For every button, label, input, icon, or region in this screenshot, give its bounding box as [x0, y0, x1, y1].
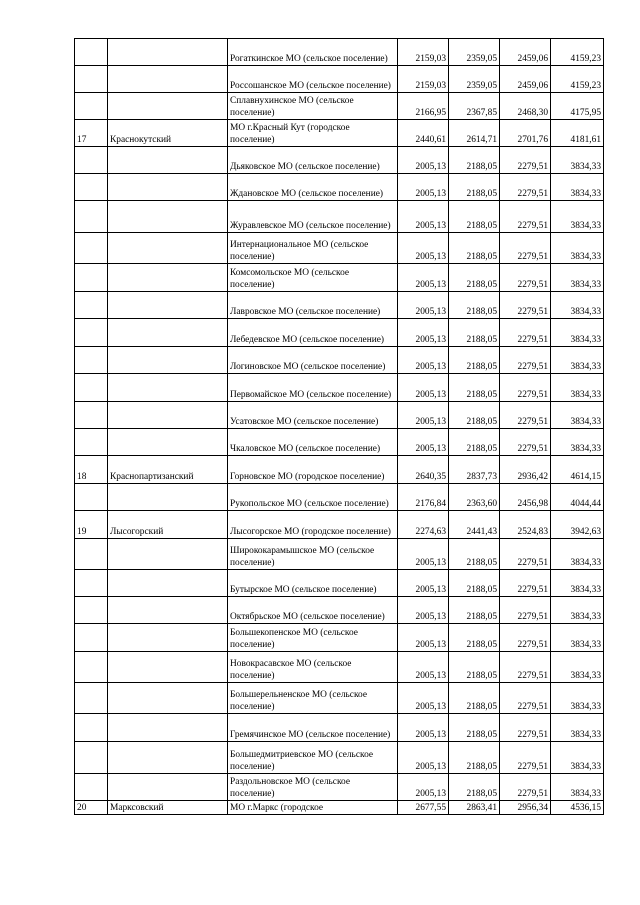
- municipality-name: Усатовское МО (сельское поселение): [228, 402, 398, 429]
- value-col-1: 2440,61: [398, 120, 449, 147]
- municipality-name: Раздольновское МО (сельское поселение): [228, 774, 398, 801]
- table-row: [75, 652, 604, 683]
- value-col-1: 2159,03: [398, 66, 449, 93]
- value-col-1: 2005,13: [398, 147, 449, 174]
- row-number: [75, 347, 108, 374]
- value-col-3: 2279,51: [500, 683, 551, 714]
- value-col-2: 2188,05: [449, 597, 500, 624]
- value-col-1: 2005,13: [398, 319, 449, 347]
- district-name: [108, 347, 228, 374]
- value-col-4: 3834,33: [551, 347, 604, 374]
- value-col-4: 3834,33: [551, 233, 604, 264]
- district-name: [108, 147, 228, 174]
- row-number: [75, 374, 108, 402]
- value-col-3: 2279,51: [500, 624, 551, 652]
- row-number: [75, 774, 108, 801]
- value-col-2: 2359,05: [449, 39, 500, 66]
- row-number: [75, 714, 108, 742]
- municipality-name: Лысогорское МО (городское поселение): [228, 511, 398, 539]
- table-row: [75, 233, 604, 264]
- row-number: [75, 484, 108, 511]
- district-name: [108, 402, 228, 429]
- value-col-3: 2279,51: [500, 539, 551, 570]
- value-col-4: 3834,33: [551, 683, 604, 714]
- value-col-3: 2524,83: [500, 511, 551, 539]
- value-col-3: 2279,51: [500, 319, 551, 347]
- value-col-4: 3834,33: [551, 742, 604, 774]
- district-name: [108, 774, 228, 801]
- table-row: [75, 539, 604, 570]
- district-name: [108, 66, 228, 93]
- district-name: Краснопартизанский: [108, 456, 228, 484]
- municipality-name: Новокрасавское МО (сельское поселение): [228, 652, 398, 683]
- value-col-4: 3834,33: [551, 374, 604, 402]
- value-col-1: 2005,13: [398, 652, 449, 683]
- value-col-2: 2363,60: [449, 484, 500, 511]
- value-col-3: 2456,98: [500, 484, 551, 511]
- value-col-1: 2005,13: [398, 742, 449, 774]
- row-number: [75, 93, 108, 120]
- district-name: [108, 597, 228, 624]
- value-col-2: 2188,05: [449, 233, 500, 264]
- district-name: [108, 429, 228, 456]
- row-number: [75, 39, 108, 66]
- value-col-4: 4175,95: [551, 93, 604, 120]
- value-col-4: 4614,15: [551, 456, 604, 484]
- value-col-2: 2188,05: [449, 539, 500, 570]
- municipality-name: Лебедевское МО (сельское поселение): [228, 319, 398, 347]
- value-col-4: 3834,33: [551, 570, 604, 597]
- value-col-3: 2279,51: [500, 429, 551, 456]
- row-number: [75, 402, 108, 429]
- row-number: [75, 652, 108, 683]
- municipality-name: Первомайское МО (сельское поселение): [228, 374, 398, 402]
- value-col-4: 3834,33: [551, 429, 604, 456]
- value-col-4: 3834,33: [551, 652, 604, 683]
- value-col-4: 3834,33: [551, 147, 604, 174]
- municipality-name: Бутырское МО (сельское поселение): [228, 570, 398, 597]
- value-col-4: 4181,61: [551, 120, 604, 147]
- table-row: [75, 511, 604, 539]
- value-col-4: 3834,33: [551, 174, 604, 201]
- table-row: [75, 174, 604, 201]
- value-col-3: 2279,51: [500, 374, 551, 402]
- value-col-3: 2936,42: [500, 456, 551, 484]
- value-col-2: 2188,05: [449, 147, 500, 174]
- value-col-2: 2837,73: [449, 456, 500, 484]
- value-col-1: 2005,13: [398, 233, 449, 264]
- table-row: [75, 774, 604, 801]
- value-col-4: 4159,23: [551, 66, 604, 93]
- row-number: [75, 624, 108, 652]
- table-row: [75, 484, 604, 511]
- value-col-4: 3834,33: [551, 292, 604, 319]
- value-col-1: 2159,03: [398, 39, 449, 66]
- table-row: [75, 120, 604, 147]
- value-col-4: 3834,33: [551, 201, 604, 233]
- value-col-1: 2005,13: [398, 774, 449, 801]
- value-col-1: 2640,35: [398, 456, 449, 484]
- municipality-name: Большерельненское МО (сельское поселение): [228, 683, 398, 714]
- value-col-4: 3942,63: [551, 511, 604, 539]
- value-col-3: 2279,51: [500, 292, 551, 319]
- value-col-1: 2005,13: [398, 714, 449, 742]
- municipality-name: Чкаловское МО (сельское поселение): [228, 429, 398, 456]
- district-name: Марксовский: [108, 801, 228, 815]
- table-row: [75, 347, 604, 374]
- value-col-2: 2367,85: [449, 93, 500, 120]
- district-name: [108, 652, 228, 683]
- value-col-1: 2005,13: [398, 539, 449, 570]
- municipality-name: Рогаткинское МО (сельское поселение): [228, 39, 398, 66]
- district-name: [108, 374, 228, 402]
- row-number: 18: [75, 456, 108, 484]
- row-number: [75, 264, 108, 292]
- table-row: [75, 66, 604, 93]
- municipality-name: Октябрьское МО (сельское поселение): [228, 597, 398, 624]
- value-col-2: 2188,05: [449, 292, 500, 319]
- value-col-2: 2188,05: [449, 264, 500, 292]
- value-col-2: 2188,05: [449, 174, 500, 201]
- value-col-3: 2279,51: [500, 570, 551, 597]
- table-row: [75, 147, 604, 174]
- district-name: [108, 39, 228, 66]
- value-col-4: 3834,33: [551, 774, 604, 801]
- value-col-1: 2274,63: [398, 511, 449, 539]
- district-name: Краснокутский: [108, 120, 228, 147]
- value-col-3: 2279,51: [500, 774, 551, 801]
- value-col-3: 2279,51: [500, 147, 551, 174]
- value-col-4: 4536,15: [551, 801, 604, 815]
- value-col-3: 2279,51: [500, 174, 551, 201]
- row-number: [75, 66, 108, 93]
- value-col-3: 2279,51: [500, 402, 551, 429]
- value-col-2: 2188,05: [449, 742, 500, 774]
- table-row: [75, 39, 604, 66]
- value-col-3: 2459,06: [500, 66, 551, 93]
- district-name: [108, 539, 228, 570]
- value-col-3: 2279,51: [500, 201, 551, 233]
- value-col-2: 2188,05: [449, 683, 500, 714]
- table-row: [75, 374, 604, 402]
- municipality-name: Дьяковское МО (сельское поселение): [228, 147, 398, 174]
- table-row: [75, 456, 604, 484]
- district-name: [108, 201, 228, 233]
- value-col-3: 2956,34: [500, 801, 551, 815]
- row-number: [75, 201, 108, 233]
- value-col-2: 2188,05: [449, 347, 500, 374]
- row-number: 17: [75, 120, 108, 147]
- municipality-name: Россошанское МО (сельское поселение): [228, 66, 398, 93]
- value-col-1: 2005,13: [398, 292, 449, 319]
- district-name: [108, 570, 228, 597]
- district-name: [108, 264, 228, 292]
- table-row: [75, 429, 604, 456]
- value-col-3: 2279,51: [500, 714, 551, 742]
- row-number: [75, 570, 108, 597]
- value-col-4: 3834,33: [551, 597, 604, 624]
- district-name: [108, 714, 228, 742]
- table-row: [75, 570, 604, 597]
- value-col-3: 2279,51: [500, 347, 551, 374]
- district-name: [108, 484, 228, 511]
- row-number: [75, 597, 108, 624]
- table-row: [75, 319, 604, 347]
- value-col-3: 2468,30: [500, 93, 551, 120]
- value-col-2: 2188,05: [449, 714, 500, 742]
- value-col-1: 2005,13: [398, 597, 449, 624]
- table-row: [75, 597, 604, 624]
- municipality-name: Рукопольское МО (сельское поселение): [228, 484, 398, 511]
- value-col-4: 4044,44: [551, 484, 604, 511]
- row-number: [75, 319, 108, 347]
- municipality-name: Журавлевское МО (сельское поселение): [228, 201, 398, 233]
- value-col-1: 2005,13: [398, 174, 449, 201]
- value-col-1: 2677,55: [398, 801, 449, 815]
- value-col-1: 2005,13: [398, 374, 449, 402]
- tariff-table-body: [75, 39, 604, 815]
- district-name: [108, 174, 228, 201]
- value-col-2: 2188,05: [449, 624, 500, 652]
- value-col-1: 2005,13: [398, 429, 449, 456]
- municipality-name: Комсомольское МО (сельское поселение): [228, 264, 398, 292]
- value-col-1: 2005,13: [398, 624, 449, 652]
- row-number: [75, 742, 108, 774]
- value-col-1: 2005,13: [398, 201, 449, 233]
- municipality-name: Ждановское МО (сельское поселение): [228, 174, 398, 201]
- value-col-2: 2188,05: [449, 319, 500, 347]
- value-col-2: 2188,05: [449, 402, 500, 429]
- value-col-3: 2279,51: [500, 742, 551, 774]
- value-col-2: 2188,05: [449, 570, 500, 597]
- value-col-2: 2188,05: [449, 652, 500, 683]
- value-col-4: 3834,33: [551, 539, 604, 570]
- value-col-4: 3834,33: [551, 319, 604, 347]
- value-col-4: 3834,33: [551, 624, 604, 652]
- value-col-2: 2188,05: [449, 774, 500, 801]
- value-col-3: 2459,06: [500, 39, 551, 66]
- row-number: [75, 147, 108, 174]
- row-number: 20: [75, 801, 108, 815]
- table-row: [75, 292, 604, 319]
- table-row: [75, 264, 604, 292]
- value-col-1: 2166,95: [398, 93, 449, 120]
- district-name: [108, 742, 228, 774]
- row-number: [75, 233, 108, 264]
- row-number: [75, 174, 108, 201]
- value-col-3: 2279,51: [500, 597, 551, 624]
- value-col-4: 3834,33: [551, 402, 604, 429]
- municipality-name: Интернациональное МО (сельское поселение): [228, 233, 398, 264]
- value-col-2: 2188,05: [449, 429, 500, 456]
- value-col-3: 2701,76: [500, 120, 551, 147]
- value-col-3: 2279,51: [500, 652, 551, 683]
- table-row: [75, 93, 604, 120]
- row-number: 19: [75, 511, 108, 539]
- municipality-name: Горновское МО (городское поселение): [228, 456, 398, 484]
- row-number: [75, 539, 108, 570]
- value-col-2: 2188,05: [449, 374, 500, 402]
- value-col-2: 2441,43: [449, 511, 500, 539]
- municipality-name: Сплавнухинское МО (сельское поселение): [228, 93, 398, 120]
- value-col-1: 2176,84: [398, 484, 449, 511]
- table-row: [75, 402, 604, 429]
- table-row: [75, 714, 604, 742]
- row-number: [75, 429, 108, 456]
- table-row: [75, 624, 604, 652]
- row-number: [75, 683, 108, 714]
- municipality-name: Большекопенское МО (сельское поселение): [228, 624, 398, 652]
- value-col-4: 4159,23: [551, 39, 604, 66]
- value-col-1: 2005,13: [398, 264, 449, 292]
- district-name: Лысогорский: [108, 511, 228, 539]
- row-number: [75, 292, 108, 319]
- municipality-name: МО г.Красный Кут (городское поселение): [228, 120, 398, 147]
- value-col-4: 3834,33: [551, 264, 604, 292]
- municipality-name: Гремячинское МО (сельское поселение): [228, 714, 398, 742]
- value-col-2: 2359,05: [449, 66, 500, 93]
- value-col-2: 2863,41: [449, 801, 500, 815]
- value-col-1: 2005,13: [398, 347, 449, 374]
- district-name: [108, 233, 228, 264]
- table-row: [75, 801, 604, 815]
- table-row: [75, 683, 604, 714]
- value-col-1: 2005,13: [398, 402, 449, 429]
- value-col-2: 2614,71: [449, 120, 500, 147]
- district-name: [108, 624, 228, 652]
- district-name: [108, 93, 228, 120]
- value-col-3: 2279,51: [500, 264, 551, 292]
- municipality-name: Ширококарамышское МО (сельское поселение): [228, 539, 398, 570]
- table-row: [75, 201, 604, 233]
- value-col-1: 2005,13: [398, 570, 449, 597]
- municipality-name: Лавровское МО (сельское поселение): [228, 292, 398, 319]
- value-col-4: 3834,33: [551, 714, 604, 742]
- municipality-name: Логиновское МО (сельское поселение): [228, 347, 398, 374]
- value-col-1: 2005,13: [398, 683, 449, 714]
- district-name: [108, 292, 228, 319]
- municipality-name: Большедмитриевское МО (сельское поселение): [228, 742, 398, 774]
- tariff-table: [74, 38, 604, 815]
- district-name: [108, 683, 228, 714]
- municipality-name: МО г.Маркс (городское: [228, 801, 398, 815]
- value-col-2: 2188,05: [449, 201, 500, 233]
- district-name: [108, 319, 228, 347]
- value-col-3: 2279,51: [500, 233, 551, 264]
- table-row: [75, 742, 604, 774]
